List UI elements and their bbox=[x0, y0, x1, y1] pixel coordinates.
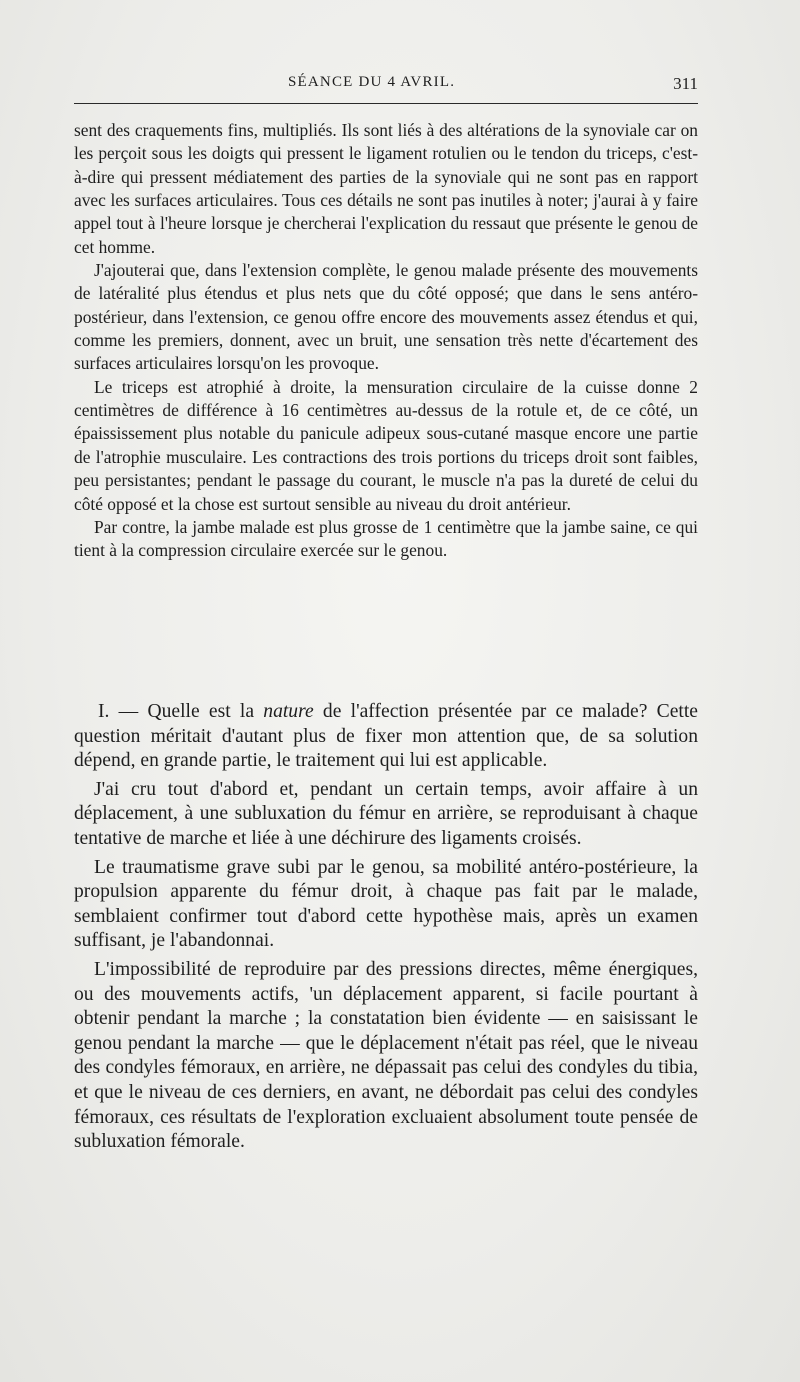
header-rule bbox=[74, 103, 698, 104]
section-text-after: de l'affection présentée par ce malade? Cette question méritait d'autant plus de fixer mon attention que, de sa solution dépend, en grande partie, le traitement qui lui est applicable. bbox=[74, 701, 698, 772]
paragraph: J'ai cru tout d'abord et, pendant un certain temps, avoir affaire à un déplacement, à une subluxation du fémur en arrière, se reproduisant à chaque tentative de marche et liée à une déchirure des ligaments croisés. bbox=[74, 778, 698, 849]
paragraph: Par contre, la jambe malade est plus grosse de 1 centimètre que la jambe saine, ce qui tient à la compression circulaire exercée sur le genou. bbox=[74, 516, 698, 561]
section-numeral: I. — bbox=[98, 701, 139, 722]
paragraph: J'ajouterai que, dans l'extension complète, le genou malade présente des mouvements de latéralité plus étendus et plus nets que du côté opposé; que dans le sens antéro-postérieur, dans l'extension, ce genou offre encore des mouvements assez étendus et qui, comme les premiers, donnent, avec un bruit, une sensation très nette d'écartement des surfaces articulaires lorsqu'on les provoque. bbox=[74, 260, 698, 374]
page-number: 311 bbox=[673, 74, 698, 93]
running-title: SÉANCE DU 4 AVRIL. bbox=[288, 74, 456, 90]
section-text-before: Quelle est la bbox=[147, 701, 255, 722]
paragraph: Le triceps est atrophié à droite, la mensuration circulaire de la cuisse donne 2 centimètres de différence à 16 centimètres au-dessus de la rotule et, de ce côté, un épaississement plus notable du panicule adipeux sous-cutané masque encore une partie de l'atrophie musculaire. Les contractions des trois portions du triceps droit sont faibles, peu persistantes; pendant le passage du courant, le muscle n'a pas la dureté de celui du côté opposé et la chose est surtout sensible au niveau du droit antérieur. bbox=[74, 376, 698, 514]
small-print-block bbox=[74, 119, 698, 563]
paragraph: sent des craquements fins, multipliés. Ils sont liés à des altérations de la synoviale car on les perçoit sous les doigts qui pressent le ligament rotulien ou le tendon du triceps, c'est-à-dire qui pressent médiatement des parties de la synoviale qui ne sont pas en rapport avec les surfaces articulaires. Tous ces détails ne sont pas inutiles à noter; j'aurai à y faire appel tout à l'heure lorsque je chercherai l'explication du ressaut que présente le genou de cet homme. bbox=[74, 120, 698, 257]
section-italic-word: nature bbox=[263, 701, 314, 722]
large-print-block bbox=[74, 700, 698, 1159]
paragraph: L'impossibilité de reproduire par des pressions directes, même énergiques, ou des mouvements actifs, 'un déplacement apparent, si facile pourtant à obtenir pendant la marche ; la constatation bien évidente — en saisissant le genou pendant la marche — que le déplacement n'était pas réel, que le niveau des condyles fémoraux, en arrière, ne dépassait pas celui des condyles du tibia, et que le niveau de ces derniers, en avant, ne débordait pas celui des condyles fémoraux, ces résultats de l'exploration excluaient absolument toute pensée de subluxation fémorale. bbox=[74, 958, 698, 1153]
running-header bbox=[74, 74, 698, 98]
paragraph: Le traumatisme grave subi par le genou, sa mobilité antéro-postérieure, la propulsion apparente du fémur droit, à chaque pas fait par le malade, semblaient confirmer tout d'abord cette hypothèse mais, après un examen suffisant, je l'abandonnai. bbox=[74, 856, 698, 952]
section-heading-paragraph bbox=[74, 700, 698, 774]
